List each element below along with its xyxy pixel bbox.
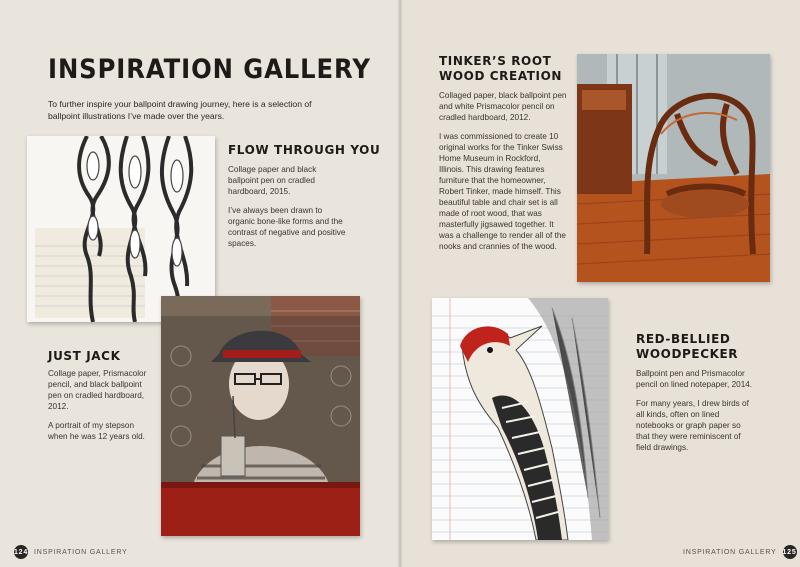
- flow-desc: I’ve always been drawn to organic bone-like forms and the contrast of negative and positive spaces.: [228, 206, 346, 248]
- page-title: INSPIRATION GALLERY: [48, 54, 371, 85]
- right-footer-label: INSPIRATION GALLERY: [683, 548, 777, 556]
- woodpecker-medium: Ballpoint pen and Prismacolor pencil on lined notepaper, 2014.: [636, 369, 753, 389]
- flow-drawing-icon: [27, 136, 215, 322]
- tinker-title-line1: TINKER’S ROOT: [439, 54, 552, 68]
- intro-text: To further inspire your ballpoint drawing journey, here is a selection of ballpoint illustrations I’ve made over the years.: [48, 99, 312, 121]
- jack-portrait: [161, 296, 360, 536]
- left-footer-label: INSPIRATION GALLERY: [34, 548, 128, 556]
- chair-artwork: [577, 54, 770, 282]
- woodpecker-artwork: [432, 298, 608, 540]
- right-footer: [683, 545, 797, 559]
- book-spine: [398, 0, 402, 567]
- tinker-title: [439, 54, 562, 84]
- woodpecker-description: [636, 368, 754, 461]
- flow-title: FLOW THROUGH YOU: [228, 143, 381, 157]
- flow-artwork: [27, 136, 215, 322]
- jack-desc: A portrait of my stepson when he was 12 years old.: [48, 421, 145, 441]
- woodpecker-desc: For many years, I drew birds of all kinds, often on lined notebooks or graph paper so that they were reminiscent of field drawings.: [636, 399, 749, 452]
- tinker-description: [439, 90, 567, 260]
- tinker-desc: I was commissioned to create 10 original works for the Tinker Swiss Home Museum in Rockford, Illinois. This drawing features furniture that the homeowner, Robert Tinker, made himself. This beautiful table and chair set is all made of root wood, that was masterfully jigsawed together. It was a challenge to render all of the nooks and crannies of the wood.: [439, 132, 566, 251]
- jack-medium: Collage paper, Prismacolor pencil, and black ballpoint pen on cradled hardboard, 2012.: [48, 369, 147, 411]
- tinker-title-line2: WOOD CREATION: [439, 69, 563, 83]
- right-page-number: 125: [783, 545, 797, 559]
- flow-description: [228, 164, 348, 257]
- tinker-medium: Collaged paper, black ballpoint pen and white Prismacolor pencil on cradled hardboard, 2012.: [439, 91, 567, 122]
- jack-description: [48, 368, 152, 450]
- woodpecker-drawing-icon: [432, 298, 608, 540]
- woodpecker-title-line2: WOODPECKER: [636, 347, 739, 361]
- chair-drawing-icon: [577, 54, 770, 282]
- woodpecker-title: [636, 332, 738, 362]
- left-footer: [14, 545, 128, 559]
- jack-drawing-icon: [161, 296, 360, 536]
- left-page-number: 124: [14, 545, 28, 559]
- flow-medium: Collage paper and black ballpoint pen on cradled hardboard, 2015.: [228, 165, 317, 196]
- jack-title: JUST JACK: [48, 349, 121, 363]
- woodpecker-title-line1: RED-BELLIED: [636, 332, 731, 346]
